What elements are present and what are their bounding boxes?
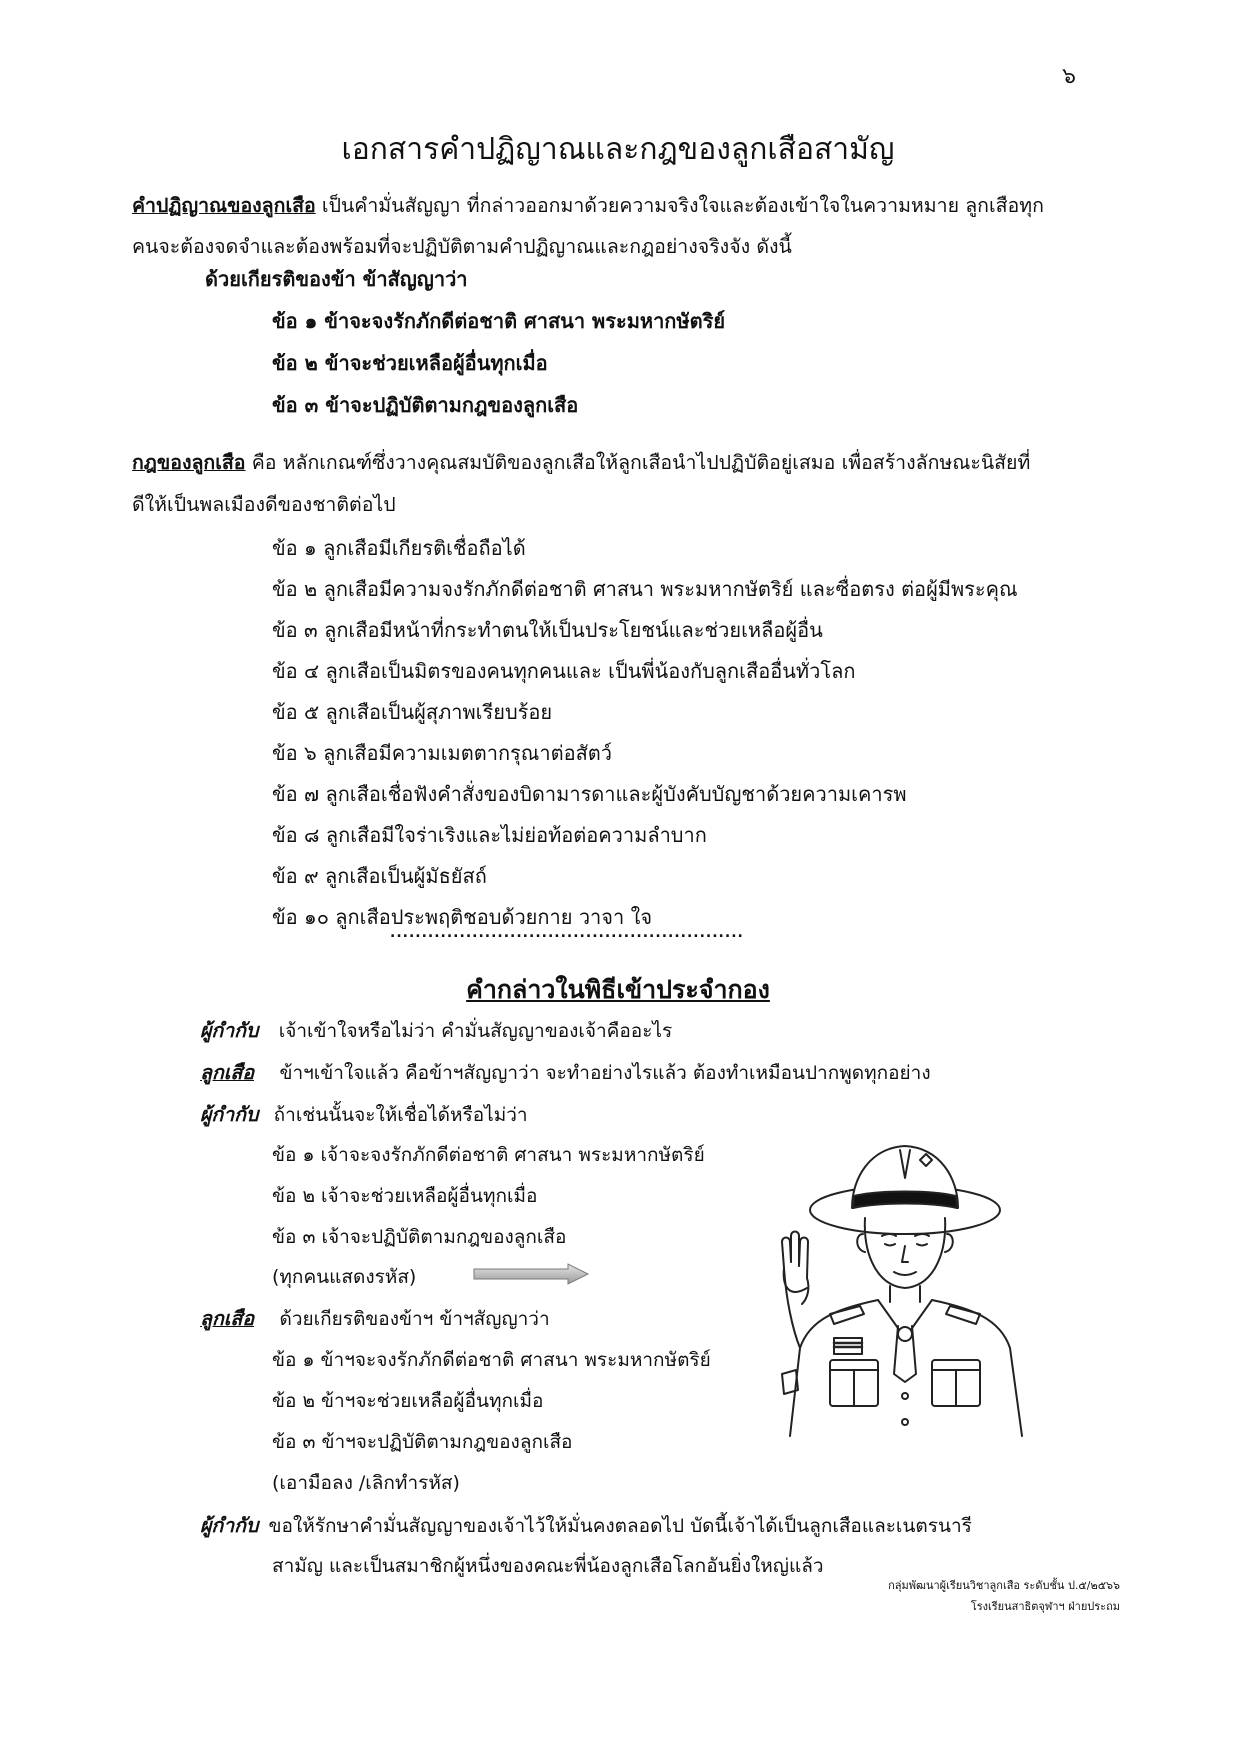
law-item: ข้อ ๑๐ ลูกเสือประพฤติชอบด้วยกาย วาจา ใจ: [272, 905, 653, 929]
scout-illustration: [760, 1138, 1050, 1438]
law-item: ข้อ ๔ ลูกเสือเป็นมิตรของคนทุกคนและ เป็นพี่น้องกับลูกเสืออื่นทั่วโลก: [272, 659, 856, 683]
law-item: ข้อ ๕ ลูกเสือเป็นผู้สุภาพเรียบร้อย: [272, 700, 553, 724]
leader-item: ข้อ ๓ เจ้าจะปฏิบัติตามกฎของลูกเสือ: [272, 1226, 567, 1248]
role-leader: ผู้กำกับ: [200, 1103, 259, 1126]
law-item: ข้อ ๑ ลูกเสือมีเกียรติเชื่อถือได้: [272, 536, 526, 560]
law-item: ข้อ ๓ ลูกเสือมีหน้าที่กระทำตนให้เป็นประโยชน์และช่วยเหลือผู้อื่น: [272, 618, 823, 642]
footer-line-2: โรงเรียนสาธิตจุฬาฯ ฝ่ายประถม: [970, 1600, 1120, 1613]
scout-item: ข้อ ๒ ข้าฯจะช่วยเหลือผู้อื่นทุกเมื่อ: [272, 1390, 544, 1412]
page-number: ๖: [1062, 64, 1076, 89]
dotted-separator: ........................................................: [390, 925, 744, 941]
law-item: ข้อ ๙ ลูกเสือเป็นผู้มัธยัสถ์: [272, 864, 487, 888]
dialog-line-1: ผู้กำกับ เจ้าเข้าใจหรือไม่ว่า คำมั่นสัญญาของเจ้าคืออะไร: [200, 1019, 673, 1042]
role-leader: ผู้กำกับ: [200, 1019, 259, 1042]
pledge-intro-line2: คนจะต้องจดจำและต้องพร้อมที่จะปฏิบัติตามคำปฏิญาณและกฎอย่างจริงจัง ดังนี้: [132, 235, 792, 258]
dialog-line-3: ผู้กำกับ ถ้าเช่นนั้นจะให้เชื่อได้หรือไม่ว่า: [200, 1103, 528, 1126]
scout-item: ข้อ ๓ ข้าฯจะปฏิบัติตามกฎของลูกเสือ: [272, 1431, 573, 1453]
pledge-item: ข้อ ๓ ข้าจะปฏิบัติตามกฎของลูกเสือ: [272, 393, 579, 417]
pledge-intro: [132, 185, 1072, 267]
law-intro-line2: ดีให้เป็นพลเมืองดีของชาติต่อไป: [132, 493, 396, 516]
pledge-item: ข้อ ๒ ข้าจะช่วยเหลือผู้อื่นทุกเมื่อ: [272, 351, 548, 375]
pledge-intro-line1: เป็นคำมั่นสัญญา ที่กล่าวออกมาด้วยความจริงใจและต้องเข้าใจในความหมาย ลูกเสือทุก: [315, 194, 1044, 217]
ceremony-heading: คำกล่าวในพิธีเข้าประจำกอง: [466, 975, 770, 1004]
law-item: ข้อ ๖ ลูกเสือมีความเมตตากรุณาต่อสัตว์: [272, 741, 613, 765]
footer-line-1: กลุ่มพัฒนาผู้เรียนวิชาลูกเสือ ระดับชั้น ป.๕/๒๕๖๖: [888, 1579, 1120, 1592]
pledge-item: ข้อ ๑ ข้าจะจงรักภักดีต่อชาติ ศาสนา พระมหากษัตริย์: [272, 309, 726, 333]
leader-item: ข้อ ๑ เจ้าจะจงรักภักดีต่อชาติ ศาสนา พระมหากษัตริย์: [272, 1144, 705, 1166]
law-heading: กฎของลูกเสือ: [132, 451, 246, 474]
law-item: ข้อ ๘ ลูกเสือมีใจร่าเริงและไม่ย่อท้อต่อความลำบาก: [272, 823, 707, 847]
arrow-right-icon: [472, 1262, 590, 1286]
law-intro: [132, 442, 1087, 526]
dialog-line-2: ลูกเสือ ข้าฯเข้าใจแล้ว คือข้าฯสัญญาว่า จะทำอย่างไรแล้ว ต้องทำเหมือนปากพูดทุกอย่าง: [200, 1061, 931, 1084]
closing-line-2: สามัญ และเป็นสมาชิกผู้หนึ่งของคณะพี่น้องลูกเสือโลกอันยิ่งใหญ่แล้ว: [272, 1555, 824, 1577]
leader-item: ข้อ ๒ เจ้าจะช่วยเหลือผู้อื่นทุกเมื่อ: [272, 1185, 538, 1207]
lower-note: (เอามือลง /เลิกทำรหัส): [272, 1472, 460, 1494]
oath-line: ด้วยเกียรติของข้า ข้าสัญญาว่า: [205, 267, 468, 291]
law-intro-line1: คือ หลักเกณฑ์ซึ่งวางคุณสมบัติของลูกเสือให้ลูกเสือนำไปปฏิบัติอยู่เสมอ เพื่อสร้างลักษณะนิสัยที่: [245, 451, 1031, 474]
law-item: ข้อ ๗ ลูกเสือเชื่อฟังคำสั่งของบิดามารดาและผู้บังคับบัญชาด้วยความเคารพ: [272, 782, 907, 806]
law-item: ข้อ ๒ ลูกเสือมีความจงรักภักดีต่อชาติ ศาสนา พระมหากษัตริย์ และซื่อตรง ต่อผู้มีพระคุณ: [272, 577, 1018, 601]
dialog-line-5: ผู้กำกับ ขอให้รักษาคำมั่นสัญญาของเจ้าไว้ให้มั่นคงตลอดไป บัดนี้เจ้าได้เป็นลูกเสือและเนตรนารี: [200, 1514, 972, 1537]
dialog-line-4: ลูกเสือ ด้วยเกียรติของข้าฯ ข้าฯสัญญาว่า: [200, 1307, 550, 1330]
scout-item: ข้อ ๑ ข้าฯจะจงรักภักดีต่อชาติ ศาสนา พระมหากษัตริย์: [272, 1349, 711, 1371]
role-scout: ลูกเสือ: [200, 1061, 255, 1084]
role-scout: ลูกเสือ: [200, 1307, 255, 1330]
pledge-heading: คำปฏิญาณของลูกเสือ: [132, 194, 316, 217]
sign-note: (ทุกคนแสดงรหัส): [272, 1266, 417, 1288]
page-title: เอกสารคำปฏิญาณและกฎของลูกเสือสามัญ: [341, 132, 895, 167]
role-leader: ผู้กำกับ: [200, 1514, 259, 1537]
